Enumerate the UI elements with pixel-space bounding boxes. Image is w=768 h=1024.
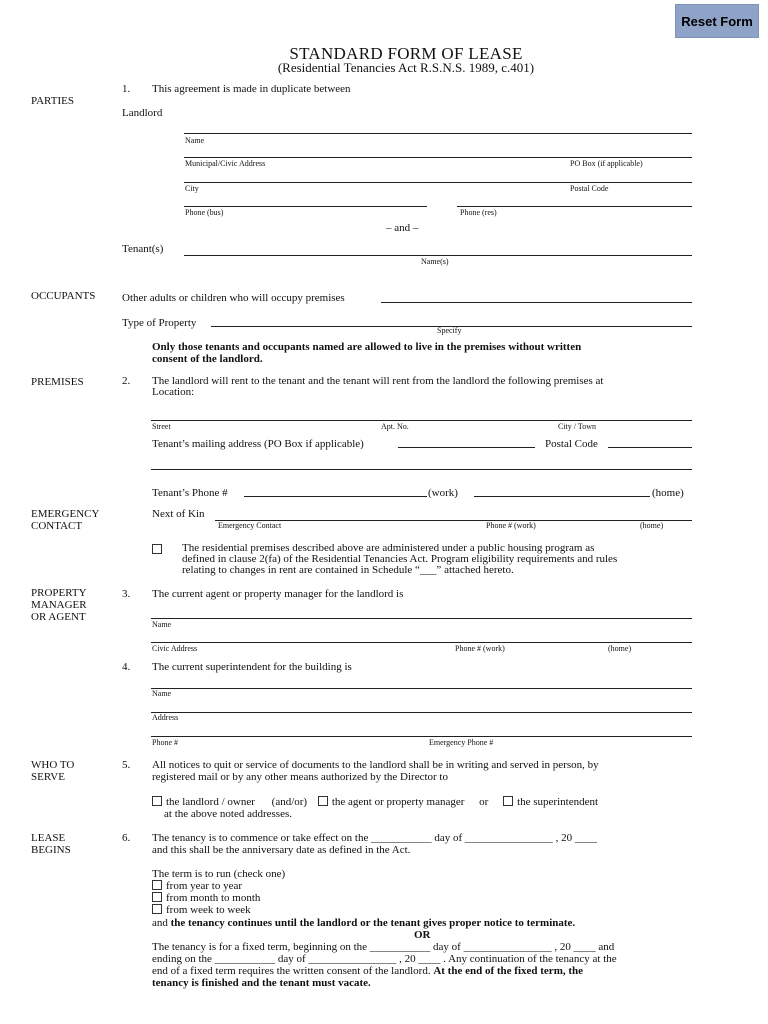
section-number-5: 5. — [122, 759, 131, 771]
serve-agent-checkbox[interactable] — [318, 796, 328, 806]
emergency-home-caption: (home) — [640, 521, 664, 530]
section-number-4: 4. — [122, 661, 131, 673]
label-serve-2: SERVE — [31, 771, 65, 783]
serve-or-text: or — [479, 796, 489, 808]
tenants-name-caption: Name(s) — [421, 257, 449, 266]
landlord-city-field[interactable] — [184, 182, 692, 183]
label-parties: PARTIES — [31, 95, 74, 107]
term-continues-line — [152, 917, 575, 929]
public-housing-text-3: relating to changes in rent are contained in Schedule “___” attached hereto. — [182, 564, 514, 576]
section-number-3: 3. — [122, 588, 131, 600]
fixed-term-end-bold-1: At the end of the fixed term, the — [433, 965, 584, 977]
serve-landlord-label: the landlord / owner — [166, 796, 255, 808]
s4-text: The current superintendent for the building is — [152, 661, 352, 673]
landlord-postal-caption: Postal Code — [570, 184, 609, 193]
mailing-address-label: Tenant’s mailing address (PO Box if applicable) — [152, 438, 364, 450]
serve-super-checkbox[interactable] — [503, 796, 513, 806]
landlord-pobox-caption: PO Box (if applicable) — [570, 159, 643, 168]
occupants-text: Other adults or children who will occupy premises — [122, 292, 345, 304]
section-number-2: 2. — [122, 375, 131, 387]
agent-address-field[interactable] — [151, 642, 692, 643]
phone-res-caption: Phone (res) — [460, 208, 497, 217]
landlord-label: Landlord — [122, 107, 163, 119]
s2-line2: Location: — [152, 386, 195, 398]
fixed-term-line-3 — [152, 965, 583, 977]
specify-caption: Specify — [437, 326, 462, 335]
label-lease-2: BEGINS — [31, 844, 71, 856]
tenant-phone-work-field[interactable] — [244, 496, 427, 497]
mailing-postal-field[interactable] — [608, 447, 692, 448]
fixed-term-line-1: The tenancy is for a fixed term, beginning on the ___________ day of ________________ , 20 ____ and — [152, 941, 615, 953]
occupants-note-1: Only those tenants and occupants named are allowed to live in the premises without written — [152, 341, 582, 353]
fixed-term-line-2: ending on the ___________ day of ________________ , 20 ____ . Any continuation of the tenancy at the — [152, 953, 617, 965]
term-continues-bold: the tenancy continues until the landlord or the tenant gives proper notice to terminate. — [170, 917, 576, 929]
label-agent-3: OR AGENT — [31, 611, 86, 623]
fixed-term-consent-text: end of a fixed term requires the written consent of the landlord. — [152, 965, 434, 977]
super-address-caption: Address — [152, 713, 179, 722]
super-name-caption: Name — [152, 689, 172, 698]
s3-text: The current agent or property manager for the landlord is — [152, 588, 404, 600]
super-address-field[interactable] — [151, 712, 692, 713]
phone-bus-caption: Phone (bus) — [185, 208, 224, 217]
label-agent-1: PROPERTY — [31, 587, 87, 599]
serve-super-label: the superintendent — [517, 796, 599, 808]
tenant-phone-home-label: (home) — [652, 487, 684, 499]
s5-line1: All notices to quit or service of documents to the landlord shall be in writing and served in person, by — [152, 759, 599, 771]
super-name-field[interactable] — [151, 688, 692, 689]
occupants-note-2: consent of the landlord. — [152, 353, 263, 365]
term-continues-prefix: and — [152, 917, 171, 929]
s1-intro: This agreement is made in duplicate between — [152, 83, 351, 95]
term-yearly-label: from year to year — [166, 880, 243, 892]
term-weekly-label: from week to week — [166, 904, 251, 916]
public-housing-text-2: defined in clause 2(fa) of the Residential Tenancies Act. Program eligibility requirements and rules — [182, 553, 618, 565]
term-weekly-option — [152, 904, 251, 916]
agent-name-field[interactable] — [151, 618, 692, 619]
fixed-term-end-bold-2: tenancy is finished and the tenant must vacate. — [152, 977, 371, 989]
mailing-postal-label: Postal Code — [545, 438, 598, 450]
serve-addresses-note: at the above noted addresses. — [164, 808, 292, 820]
public-housing-text-1: The residential premises described above are administered under a public housing program as — [182, 542, 595, 554]
term-monthly-checkbox[interactable] — [152, 892, 162, 902]
form-title: STANDARD FORM OF LEASE — [289, 44, 523, 63]
agent-phone-work-caption: Phone # (work) — [455, 644, 505, 653]
label-occupants: OCCUPANTS — [31, 290, 96, 302]
super-phone-caption: Phone # — [152, 738, 178, 747]
serve-options-row — [152, 796, 598, 808]
city-town-caption: City / Town — [558, 422, 596, 431]
tenants-name-field[interactable] — [184, 255, 692, 256]
landlord-address-caption: Municipal/Civic Address — [185, 159, 266, 168]
label-serve-1: WHO TO — [31, 759, 75, 771]
agent-name-caption: Name — [152, 620, 172, 629]
label-emergency-1: EMERGENCY — [31, 508, 100, 520]
serve-agent-label: the agent or property manager — [331, 796, 465, 808]
term-heading: The term is to run (check one) — [152, 868, 286, 880]
and-separator: – and – — [386, 222, 419, 234]
apt-caption: Apt. No. — [381, 422, 409, 431]
label-lease-1: LEASE — [31, 832, 66, 844]
reset-form-button[interactable]: Reset Form — [675, 4, 759, 38]
term-yearly-option — [152, 880, 242, 892]
emergency-contact-caption: Emergency Contact — [218, 521, 282, 530]
public-housing-checkbox[interactable] — [152, 544, 162, 554]
tenant-phone-work-label: (work) — [428, 487, 458, 499]
agent-home-caption: (home) — [608, 644, 632, 653]
s6-commence-line: The tenancy is to commence or take effect on the ___________ day of ________________ , 20 ____ — [152, 832, 597, 844]
landlord-phone-bus-field[interactable] — [184, 206, 427, 207]
term-yearly-checkbox[interactable] — [152, 880, 162, 890]
landlord-city-caption: City — [185, 184, 199, 193]
label-premises: PREMISES — [31, 376, 84, 388]
label-emergency-2: CONTACT — [31, 520, 83, 532]
or-separator: OR — [414, 929, 431, 941]
street-caption: Street — [152, 422, 171, 431]
form-subtitle: (Residential Tenancies Act R.S.N.S. 1989, c.401) — [277, 60, 535, 75]
tenant-phone-label: Tenant’s Phone # — [152, 487, 228, 499]
serve-andor-text: (and/or) — [271, 796, 308, 808]
mailing-extra-field[interactable] — [151, 469, 692, 470]
agent-civic-caption: Civic Address — [152, 644, 198, 653]
s6-anniversary-line: and this shall be the anniversary date as defined in the Act. — [152, 844, 411, 856]
mailing-address-field[interactable] — [398, 447, 535, 448]
landlord-name-caption: Name — [185, 136, 205, 145]
premises-street-field[interactable] — [151, 420, 692, 421]
tenants-label: Tenant(s) — [122, 243, 164, 255]
super-phone-field[interactable] — [151, 736, 692, 737]
serve-landlord-checkbox[interactable] — [152, 796, 162, 806]
landlord-address-field[interactable] — [184, 157, 692, 158]
next-of-kin-label: Next of Kin — [152, 508, 205, 520]
label-agent-2: MANAGER — [31, 599, 87, 611]
term-monthly-option — [152, 892, 260, 904]
emergency-phone-work-caption: Phone # (work) — [486, 521, 536, 530]
section-number-6: 6. — [122, 832, 131, 844]
next-of-kin-field[interactable] — [215, 520, 692, 521]
s2-line1: The landlord will rent to the tenant and the tenant will rent from the landlord the following premises at — [152, 375, 604, 387]
landlord-name-field[interactable] — [184, 133, 692, 134]
super-emergency-phone-caption: Emergency Phone # — [429, 738, 494, 747]
tenant-phone-home-field[interactable] — [474, 496, 650, 497]
property-type-label: Type of Property — [122, 317, 197, 329]
s5-line2: registered mail or by any other means authorized by the Director to — [152, 771, 448, 783]
term-monthly-label: from month to month — [166, 892, 261, 904]
section-number-1: 1. — [122, 83, 131, 95]
occupants-field[interactable] — [381, 302, 692, 303]
landlord-phone-res-field[interactable] — [457, 206, 692, 207]
term-weekly-checkbox[interactable] — [152, 904, 162, 914]
